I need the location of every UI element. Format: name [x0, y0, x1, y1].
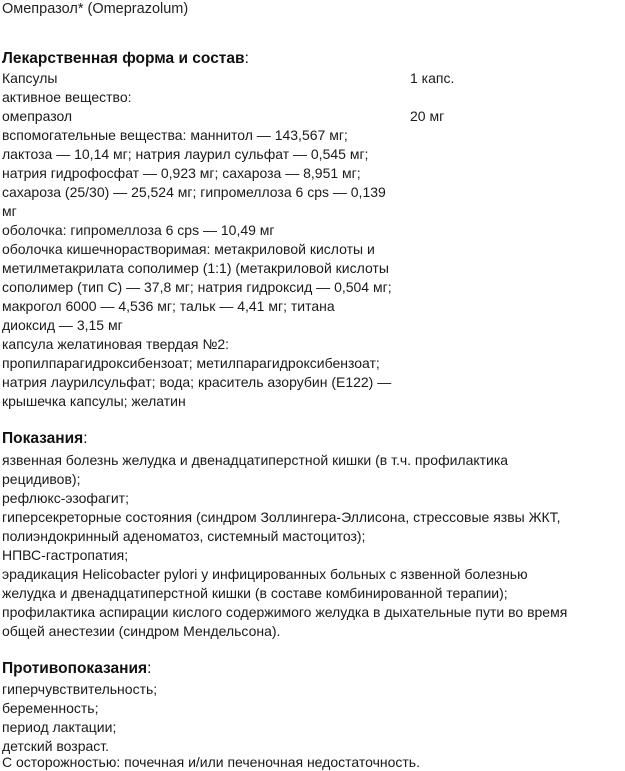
indications-line: НПВС-гастропатия; — [2, 547, 129, 563]
section-indications-heading-text: Показания — [2, 430, 84, 447]
indications-line: гиперсекреторные состояния (синдром Золлингера-Эллисона, стрессовые язвы ЖКТ, — [2, 509, 561, 525]
contraindications-line: беременность; — [2, 700, 99, 716]
form-line: вспомогательные вещества: маннитол — 143,567 мг; — [2, 127, 348, 143]
form-line: сополимер (тип С) — 37,8 мг; натрия гидроксид — 0,504 мг; — [2, 279, 392, 295]
contraindications-line: период лактации; — [2, 719, 117, 735]
form-amount-capsule: 1 капс. — [410, 70, 455, 86]
form-line: Капсулы — [2, 70, 58, 86]
form-line: лактоза — 10,14 мг; натрия лаурил сульфат — 0,545 мг; — [2, 146, 369, 162]
section-contraindications-heading-colon: : — [147, 660, 152, 677]
form-line: диоксид — 3,15 мг — [2, 317, 123, 333]
form-line: активное вещество: — [2, 89, 132, 105]
form-line: макрогол 6000 — 4,536 мг; тальк — 4,41 мг; титана — [2, 298, 335, 314]
form-line: капсула желатиновая твердая №2: — [2, 336, 230, 352]
form-line: сахароза (25/30) — 25,524 мг; гипромеллоза 6 cps — 0,139 — [2, 184, 386, 200]
document-title: Омепразол* (Omeprazolum) — [2, 1, 189, 17]
indications-line: язвенная болезнь желудка и двенадцатиперстной кишки (в т.ч. профилактика — [2, 452, 509, 468]
section-indications-heading — [2, 430, 88, 448]
indications-line: общей анестезии (синдром Мендельсона). — [2, 623, 281, 639]
form-line: пропилпарагидроксибензоат; метилпарагидроксибензоат; — [2, 355, 380, 371]
form-line: крышечка капсулы; желатин — [2, 393, 186, 409]
indications-line: полиэндокринный аденоматоз, системный мастоцитоз); — [2, 528, 366, 544]
form-line: мг — [2, 203, 17, 219]
section-contraindications-heading — [2, 660, 151, 678]
indications-line: профилактика аспирации кислого содержимого желудка в дыхательные пути во время — [2, 604, 568, 620]
form-line: натрия гидрофосфат — 0,923 мг; сахароза — 8,951 мг; — [2, 165, 361, 181]
section-form-heading-text: Лекарственная форма и состав — [2, 50, 245, 67]
form-line: омепразол — [2, 108, 73, 124]
section-form-heading-colon: : — [244, 50, 249, 67]
section-contraindications-heading-text: Противопоказания — [2, 660, 148, 677]
form-line: натрия лаурилсульфат; вода; краситель азорубин (Е122) — — [2, 374, 392, 390]
form-line: оболочка: гипромеллоза 6 cps — 10,49 мг — [2, 222, 275, 238]
indications-line: эрадикация Helicobacter pylori у инфицированных больных с язвенной болезнью — [2, 566, 528, 582]
indications-line: рецидивов); — [2, 471, 81, 487]
form-amount-omeprazole: 20 мг — [410, 108, 445, 124]
indications-line: желудка и двенадцатиперстной кишки (в составе комбинированной терапии); — [2, 585, 508, 601]
contraindications-line: С осторожностью: почечная и/или печеночная недостаточность. — [2, 754, 420, 770]
section-indications-heading-colon: : — [83, 430, 88, 447]
indications-line: рефлюкс-эзофагит; — [2, 490, 129, 506]
form-line: метилметакрилата сополимер (1:1) (метакриловой кислоты — [2, 260, 389, 276]
section-form-heading — [2, 50, 249, 68]
contraindications-line: детский возраст. — [2, 738, 110, 754]
contraindications-line: гиперчувствительность; — [2, 681, 158, 697]
form-line: оболочка кишечнорастворимая: метакриловой кислоты и — [2, 241, 375, 257]
